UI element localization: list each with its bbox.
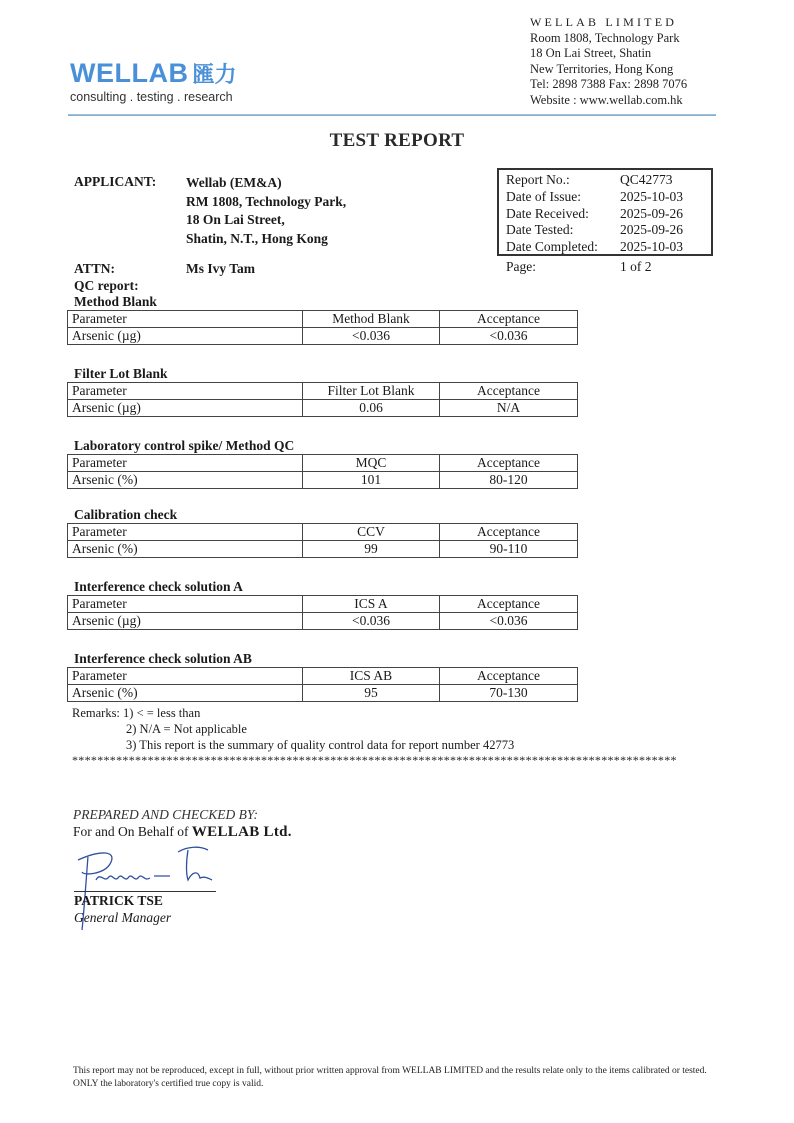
table-header-row [68,455,578,472]
separator-line: ************************************************************************************************ [72,753,677,767]
address-line: Room 1808, Technology Park [530,30,680,45]
cell: Arsenic (µg) [68,328,303,345]
table-header-row [68,311,578,328]
cell: Arsenic (µg) [68,613,303,630]
behalf-company: WELLAB Ltd. [191,824,292,840]
applicant-label: APPLICANT: [74,174,157,189]
info-label: Date Completed: [506,239,598,255]
header-cell: ICS A [303,596,440,613]
remarks [72,705,514,753]
address-line: 18 On Lai Street, Shatin [530,46,652,60]
info-label: Report No.: [506,172,570,187]
cell: N/A [440,400,578,417]
cell: 70-130 [440,685,578,702]
info-row-report-no [506,172,711,189]
attn-label: ATTN: [74,261,116,276]
logo-text: WELLAB [70,58,189,88]
cell: 99 [303,541,440,558]
cell: <0.036 [440,328,578,345]
cell: Arsenic (µg) [68,400,303,417]
header-cell: Acceptance [440,596,578,613]
page-value: 1 of 2 [620,259,652,274]
applicant-details [186,174,346,248]
remark-item: 1) < = less than [123,706,201,720]
table-ics-a [67,595,578,630]
applicant-line: Wellab (EM&A) [186,175,282,190]
cell: Arsenic (%) [68,472,303,489]
header-cell: Acceptance [440,668,578,685]
attn-value: Ms Ivy Tam [186,261,256,276]
table-header-row [68,596,578,613]
cell: 0.06 [303,400,440,417]
table-row [68,685,578,702]
table-row [68,400,578,417]
logo-chinese: 匯力 [192,63,237,88]
page-label: Page: [506,259,536,274]
remark-item: 3) This report is the summary of quality control data for report number 42773 [126,738,515,752]
header-cell: Acceptance [440,311,578,328]
info-row-date-received [506,206,711,223]
website-line: Website : www.wellab.com.hk [530,92,683,107]
table-calibration-check [67,523,578,558]
section-title-method-qc: Laboratory control spike/ Method QC [74,438,295,453]
cell: <0.036 [303,328,440,345]
table-filter-lot-blank [67,382,578,417]
remark-line [72,705,514,721]
signatory-role: General Manager [74,910,172,925]
page-indicator [506,259,652,275]
info-row-date-completed [506,239,711,256]
table-header-row [68,383,578,400]
header-cell: Parameter [68,596,303,613]
section-title-filter-lot-blank: Filter Lot Blank [74,366,168,381]
page-title: TEST REPORT [329,130,465,151]
table-row [68,613,578,630]
info-value: QC42773 [620,172,673,187]
table-method-qc [67,454,578,489]
table-row [68,472,578,489]
header-cell: CCV [303,524,440,541]
header-cell: Parameter [68,311,303,328]
cell: 80-120 [440,472,578,489]
info-value: 2025-10-03 [620,239,683,255]
header-cell: Parameter [68,668,303,685]
info-label: Date of Issue: [506,188,581,204]
cell: 101 [303,472,440,489]
table-header-row [68,524,578,541]
header-cell: MQC [303,455,440,472]
cell: Arsenic (%) [68,685,303,702]
cell: 90-110 [440,541,578,558]
footer-disclaimer: This report may not be reproduced, except in full, without prior written approval from WELLAB LIMITED and the results relate only to the items calibrated or tested. ONLY the laboratory's certified true copy is valid. [73,1066,707,1089]
logo-tagline: consulting . testing . research [70,90,233,104]
header-cell: Acceptance [440,455,578,472]
signature-line [74,891,216,892]
table-header-row [68,668,578,685]
header-cell: Parameter [68,524,303,541]
info-label: Date Received: [506,205,589,221]
section-title-ics-a: Interference check solution A [74,579,243,594]
header-cell: Parameter [68,455,303,472]
table-row [68,328,578,345]
contact-line: Tel: 2898 7388 Fax: 2898 7076 [530,77,688,91]
cell: <0.036 [440,613,578,630]
info-row-date-tested [506,222,711,239]
applicant-line: RM 1808, Technology Park, [186,193,347,209]
table-ics-ab [67,667,578,702]
signatory-name: PATRICK TSE [74,893,163,908]
cell: Arsenic (%) [68,541,303,558]
info-label: Date Tested: [506,222,574,238]
section-title-calibration-check: Calibration check [74,507,178,522]
applicant-line: Shatin, N.T., Hong Kong [186,230,328,246]
info-row-date-issue [506,189,711,206]
company-logo [70,58,237,104]
info-value: 2025-09-26 [620,222,683,238]
report-info-box [497,168,713,256]
info-value: 2025-10-03 [620,188,683,204]
section-title-ics-ab: Interference check solution AB [74,651,252,666]
on-behalf-line [73,824,292,841]
table-method-blank [67,310,578,345]
applicant-line: 18 On Lai Street, [186,212,285,227]
section-title-method-blank: Method Blank [74,294,157,309]
header-cell: Acceptance [440,383,578,400]
header-divider [68,114,716,116]
prepared-by-label: PREPARED AND CHECKED BY: [73,807,258,822]
address-line: New Territories, Hong Kong [530,61,674,76]
info-value: 2025-09-26 [620,205,683,221]
company-address-block [530,15,687,108]
cell: <0.036 [303,613,440,630]
qc-report-label: QC report: [74,278,139,293]
table-row [68,541,578,558]
header-cell: Filter Lot Blank [303,383,440,400]
header-cell: ICS AB [303,668,440,685]
company-name: WELLAB LIMITED [530,15,678,29]
header-cell: Parameter [68,383,303,400]
behalf-prefix: For and On Behalf of [73,824,192,839]
cell: 95 [303,685,440,702]
header-cell: Acceptance [440,524,578,541]
remarks-label: Remarks: [72,706,120,720]
remark-item: 2) N/A = Not applicable [126,722,247,736]
header-cell: Method Blank [303,311,440,328]
